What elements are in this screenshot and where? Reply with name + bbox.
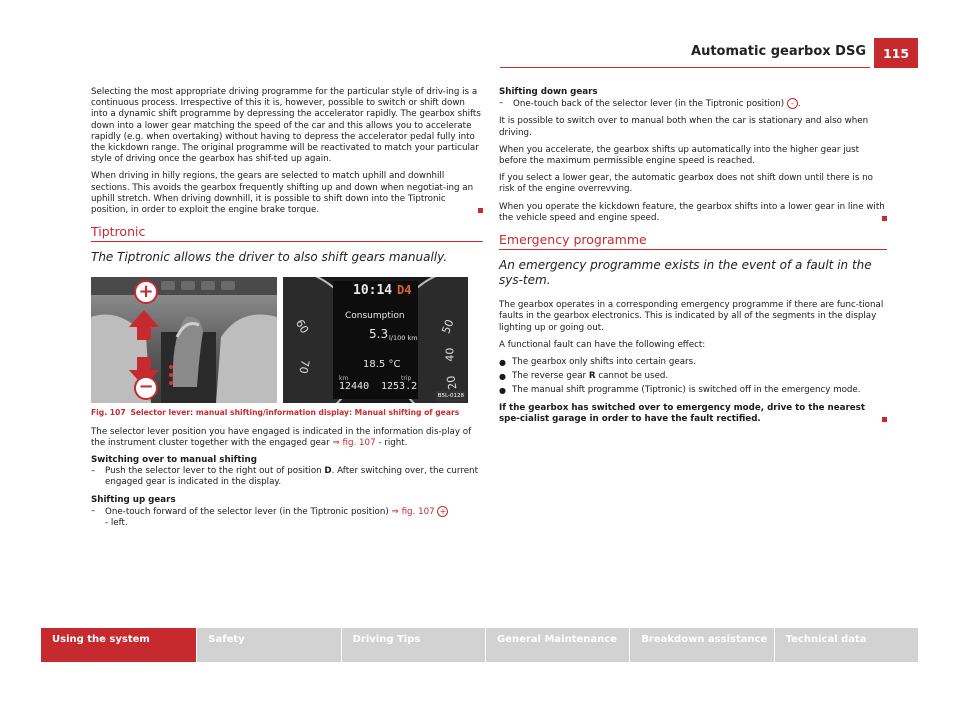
display-label: Consumption xyxy=(345,311,405,322)
tab-breakdown-assistance[interactable]: Breakdown assistance xyxy=(630,628,773,662)
display-trip: 1253.2 xyxy=(381,381,418,393)
bullet-icon: ● xyxy=(499,358,506,368)
display-temp: 18.5 °C xyxy=(363,359,401,371)
gauge-label-60: 60 xyxy=(292,317,312,337)
paragraph-hilly-regions: When driving in hilly regions, the gears are selected to match uphill and downhill sections. This avoids the gearbox frequently shifting up and down when negotiat-ing an uphill stretch. When driving downhill, it is possible to shift down into the Tiptronic position, in order to exploit the engine brake torque. xyxy=(91,171,483,216)
list-item: ● The manual shift programme (Tiptronic) is switched off in the emergency mode. xyxy=(499,385,861,396)
gauge-label-40: 40 xyxy=(443,348,457,363)
figure-caption xyxy=(91,407,483,418)
end-mark-icon xyxy=(882,417,887,422)
display-gear: D4 xyxy=(397,283,412,298)
page-header xyxy=(500,38,918,68)
plus-key-icon: + xyxy=(437,506,448,517)
header-rule xyxy=(500,67,870,68)
step-switch-manual: – Push the selector lever to the right out of position D. After switching over, the current engaged gear is indicated in the display. xyxy=(91,466,478,488)
paragraph-emergency-operation: The gearbox operates in a corresponding emergency programme if there are func-tional faults in the gearbox electronics. This is indicated by all of the segments in the display lighting up or going out. xyxy=(499,300,884,333)
tab-driving-tips[interactable]: Driving Tips xyxy=(342,628,485,662)
display-value: 5.3 xyxy=(369,327,389,342)
paragraph-selector-position: The selector lever position you have engaged is indicated in the information dis-play of the instrument cluster together with the engaged gear ⇒ fig. 107 - right. xyxy=(91,426,472,448)
display-trip-label: trip xyxy=(401,375,412,383)
subheading-switching-manual: Switching over to manual shifting xyxy=(91,455,257,466)
bullet-icon: ● xyxy=(499,372,506,382)
step-shift-down: – One-touch back of the selector lever (in the Tiptronic position) - . xyxy=(499,98,801,110)
tab-safety[interactable]: Safety xyxy=(197,628,340,662)
end-mark-icon xyxy=(478,208,483,213)
section-subtitle-emergency: An emergency programme exists in the event of a fault in the sys-tem. xyxy=(499,258,872,288)
paragraph-driving-programme: Selecting the most appropriate driving programme for the particular style of driv-ing is a continuous process. Irrespective of this it is, however, possible to switch or shift down into a dynamic shift programme by depressing the accelerator rapidly. The gearbox shifts down into a lower gear matching the speed of the car and this allows you to accelerate rapidly (e.g. when overtaking) without having to depress the accelerator pedal fully into the kickdown range. The original programme will be reactivated to match your particular style of driving once the gearbox has shif-ted up again. xyxy=(91,87,481,165)
warning-emergency: If the gearbox has switched over to emergency mode, drive to the nearest spe-cialist garage in order to have the fault rectified. xyxy=(499,403,887,425)
plus-circle-icon: + xyxy=(134,280,158,304)
paragraph-stationary: It is possible to switch over to manual both when the car is stationary and also when driving. xyxy=(499,116,869,138)
information-display-photo xyxy=(283,277,468,403)
left-column xyxy=(91,87,483,535)
display-km-label: km xyxy=(339,375,349,383)
paragraph-accelerate: When you accelerate, the gearbox shifts up automatically into the higher gear just before the maximum permissible engine speed is reached. xyxy=(499,144,860,167)
subheading-shifting-up: Shifting up gears xyxy=(91,494,176,505)
tab-technical-data[interactable]: Technical data xyxy=(775,628,918,662)
paragraph-lower-gear: If you select a lower gear, the automatic gearbox does not shift down until there is no risk of the engine overrevving. xyxy=(499,173,873,195)
figure-link[interactable]: ⇒ fig. 107 xyxy=(332,437,376,448)
minus-key-icon: - xyxy=(787,98,798,109)
tab-using-the-system[interactable]: Using the system xyxy=(41,628,196,662)
section-title-tiptronic: Tiptronic xyxy=(91,226,483,242)
gauge-label-20: 20 xyxy=(444,375,460,392)
caption-label: Fig. 107 xyxy=(91,408,126,418)
subheading-shifting-down: Shifting down gears xyxy=(499,87,598,97)
display-time: 10:14 xyxy=(353,283,393,299)
list-item: ● The reverse gear R cannot be used. xyxy=(499,371,669,382)
figure-code: B5L-0128 xyxy=(436,391,466,402)
right-column xyxy=(499,87,887,431)
bullet-icon: ● xyxy=(499,386,506,396)
step-shift-up: – One-touch forward of the selector lever (in the Tiptronic position) ⇒ fig. 107 + - left. xyxy=(91,506,483,529)
display-odometer: 12440 xyxy=(339,381,370,393)
paragraph-functional-fault: A functional fault can have the following effect: xyxy=(499,339,706,350)
chapter-title: Automatic gearbox DSG xyxy=(691,44,866,59)
display-unit: l/100 km xyxy=(389,334,418,343)
gauge-label-70: 70 xyxy=(296,359,312,376)
selector-lever-illustration xyxy=(91,277,277,403)
tab-general-maintenance[interactable]: General Maintenance xyxy=(486,628,629,662)
figure-107 xyxy=(91,277,468,403)
caption-text: Selector lever: manual shifting/information display: Manual shifting of gears xyxy=(130,408,460,418)
selector-lever-photo xyxy=(91,277,277,403)
paragraph-kickdown: When you operate the kickdown feature, the gearbox shifts into a lower gear in line with the vehicle speed and engine speed. xyxy=(499,202,887,224)
figure-link[interactable]: ⇒ fig. 107 xyxy=(391,506,435,517)
gauge-label-50: 50 xyxy=(439,318,457,336)
list-item: ● The gearbox only shifts into certain gears. xyxy=(499,357,696,368)
minus-circle-icon: − xyxy=(134,376,158,400)
section-title-emergency: Emergency programme xyxy=(499,234,887,250)
section-subtitle-tiptronic: The Tiptronic allows the driver to also shift gears manually. xyxy=(91,250,448,265)
end-mark-icon xyxy=(882,216,887,221)
page-number: 115 xyxy=(874,38,918,68)
footer-navigation xyxy=(41,628,918,662)
